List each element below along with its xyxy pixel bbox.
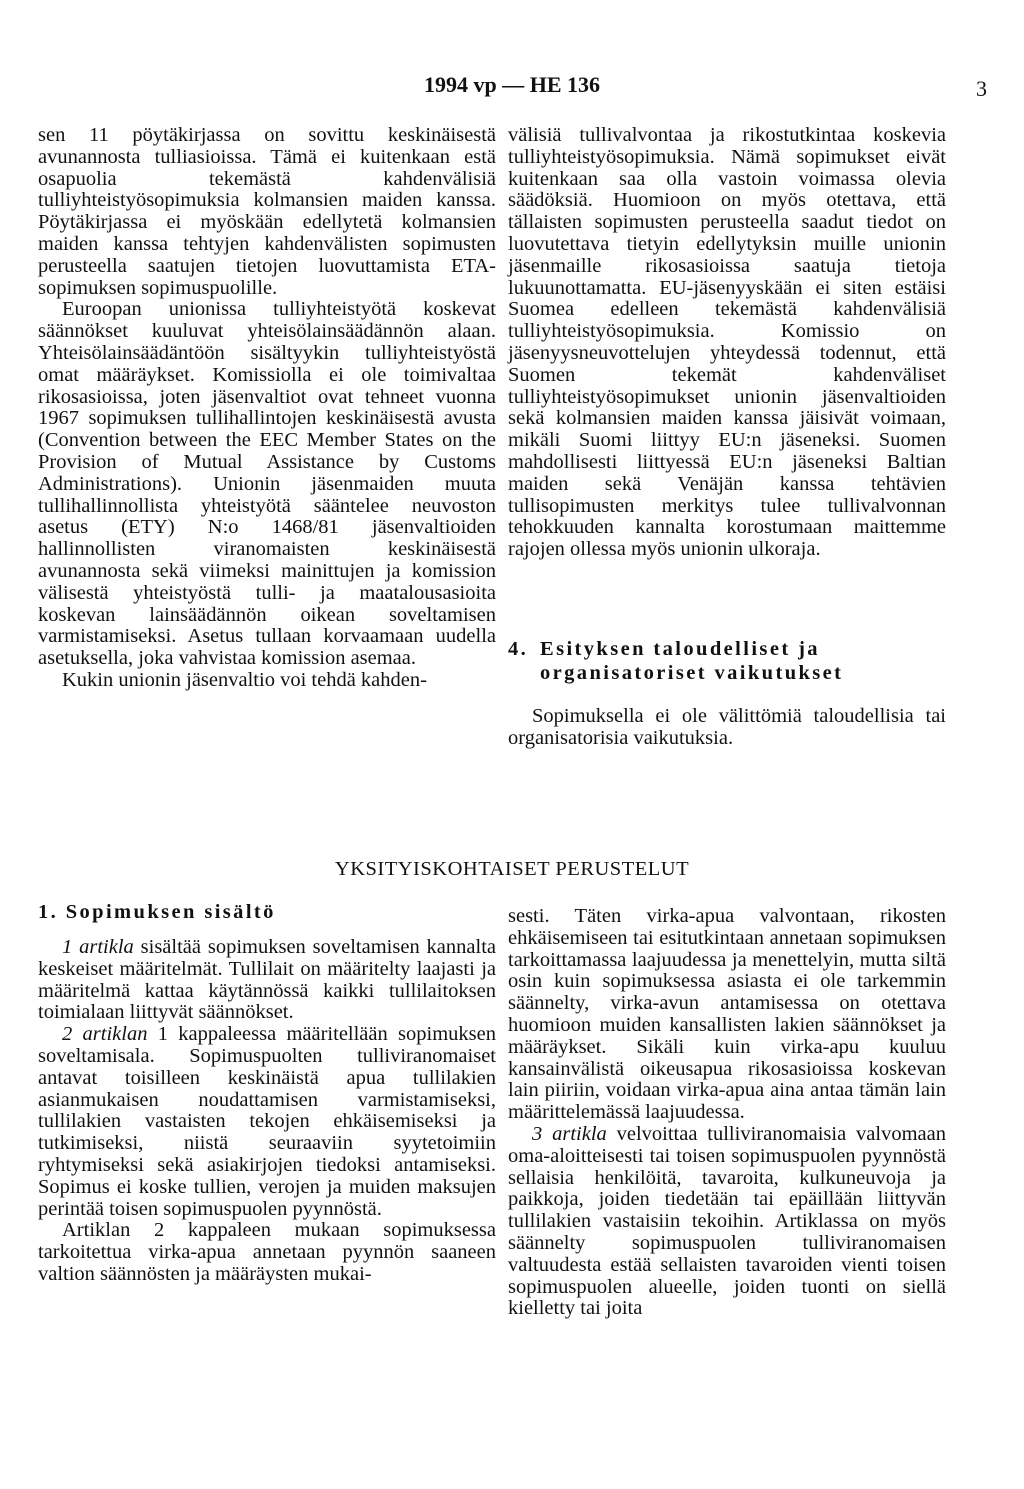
article-ref: 3 artikla <box>532 1122 607 1145</box>
section-4-heading: Esityksen taloudelliset ja organisatoriset vaikutukset <box>540 638 844 684</box>
right-column-top <box>508 125 946 561</box>
paragraph: sen 11 pöytäkirjassa on sovittu keskinäisestä avunannosta tulliasioissa. Tämä ei kuitenkaan estä osapuolia tekemästä kahdenvälisiä tulliyhteistyösopimuksia kolmansien maiden kanssa. Pöytäkirjassa ei myöskään edellytetä kolmansien maiden kanssa tehtyjen kahdenvälisten sopimusten perusteella saatujen tietojen luovuttamista ETA-sopimuksen sopimuspuolille. <box>38 124 496 299</box>
page-header: 1994 vp — HE 136 <box>423 72 601 97</box>
paragraph: sesti. Täten virka-apua valvontaan, rikosten ehkäisemiseen tai esitutkintaan annetaan sopimuksen tarkoittamassa laajuudessa ja menettelyin, mutta siltä osin kuin sopimuksessa asiasta ei ole tarkemmin säännelty, virka-avun antamisessa on otettava huomioon muiden kansallisten lakien säännökset ja määräykset. Sikäli kuin virka-apu kuuluu kansainvälistä oikeusapua rikosasioissa koskevan lain piiriin, voidaan virka-apua aina antaa tämän lain määrittelemässä laajuudessa. <box>508 905 946 1124</box>
page-number: 3 <box>976 76 987 101</box>
paragraph-text: velvoittaa tulliviranomaisia valvomaan oma-aloitteisesti tai toisen sopimuspuolen pyynnöstä sellaisia henkilöitä, tavaroita, kulkuneuvoja ja paikkoja, joiden tiedetään tai epäillään liittyvän tullilakien vastaisiin tekoihin. Artiklassa on myös säännelty sopimuspuolen tulliviranomaisen valtuudesta estää sellaisten tavaroiden vienti toisen sopimuspuolen alueelle, joiden tuonti on siellä kielletty tai joita <box>508 1122 946 1320</box>
paragraph: Artiklan 2 kappaleen mukaan sopimuksessa tarkoitettua virka-apua annetaan pyynnön saaneen valtion säännösten ja määräysten mukai- <box>38 1219 496 1285</box>
left-column-bottom <box>38 937 496 1286</box>
paragraph: Kukin unionin jäsenvaltio voi tehdä kahden- <box>62 668 427 691</box>
paragraph <box>508 1124 946 1320</box>
paragraph-text: 1 kappaleessa määritellään sopimuksen soveltamisala. Sopimuspuolten tulliviranomaiset antavat toisilleen keskinäistä apua tullilakien asianmukaisen noudattamisen varmistamiseksi, tullilakien vastaisten tekojen ehkäisemiseksi ja tutkimiseksi, niistä seuraaviin syytetoimiin ryhtymiseksi sekä asiakirjojen tiedoksi antamiseksi. Sopimus ei koske tullien, verojen ja muiden maksujen perintää toisen sopimuspuolen pyynnöstä. <box>38 1023 496 1220</box>
right-column-bottom <box>508 906 946 1320</box>
paragraph <box>38 937 496 1024</box>
section-4-body <box>508 706 946 750</box>
article-ref: 1 artikla <box>62 936 134 958</box>
left-column-top <box>38 125 496 692</box>
paragraph <box>38 1024 496 1220</box>
section-4-number: 4. <box>508 638 529 660</box>
paragraph: Euroopan unionissa tulliyhteistyötä koskevat säännökset kuuluvat yhteisölainsäädännön alaan. Yhteisölainsäädäntöön sisältyykin tulliyhteistyöstä omat määräykset. Komissiolla ei ole toimivaltaa rikosasioissa, joten jäsenvaltiot ovat tehneet vuonna 1967 sopimuksen tullihallintojen keskinäisestä avusta (Convention between the EEC Member States on the Provision of Mutual Assistance by Customs Administrations). Unionin jäsenmaiden muuta tullihallinnollista yhteistyötä sääntelee neuvoston asetus (ETY) N:o 1468/81 jäsenvaltioiden hallinnollisten viranomaisten keskinäisestä avunannosta sekä viimeksi mainittujen ja komission välisestä yhteistyöstä tulli- ja maatalousasioita koskevan lainsäädännön oikean soveltamisen varmistamiseksi. Asetus tullaan korvaamaan uudella asetuksella, joka vahvistaa komission asemaa. <box>38 298 496 670</box>
paragraph: välisiä tullivalvontaa ja rikostutkintaa koskevia tulliyhteistyösopimuksia. Nämä sopimukset eivät kuitenkaan saa olla vastoin voimassa olevia säädöksiä. Huomioon on myös otettava, että tällaisten sopimusten perusteella saadut tiedot on luovutettava tietyin edellytyksin muille unionin jäsenmaille rikosasioissa saatuja tietoja lukuunottamatta. EU-jäsenyyskään ei siten estäisi Suomea edelleen tekemästä kahdenvälisiä tulliyhteistyösopimuksia. Komissio on jäsenyysneuvottelujen yhteydessä todennut, että Suomen tekemät kahdenväliset tulliyhteistyösopimukset unionin jäsenvaltioiden sekä kolmansien maiden kanssa jäisivät voimaan, mikäli Suomi liittyy EU:n jäseneksi. Suomen mahdollisesti liittyessä EU:n jäseneksi Baltian maiden sekä Venäjän kanssa tehtävien tullisopimusten merkitys tulee tullivalvonnan tehokkuuden kannalta korostumaan maittemme rajojen ollessa myös unionin ulkoraja. <box>508 124 946 561</box>
detail-title: YKSITYISKOHTAISET PERUSTELUT <box>334 858 690 880</box>
paragraph: Sopimuksella ei ole välittömiä taloudellisia tai organisatorisia vaikutuksia. <box>508 705 946 749</box>
article-ref: 2 artiklan <box>62 1023 148 1046</box>
paragraph-text: sisältää sopimuksen soveltamisen kannalta keskeiset määritelmät. Tullilait on määritelty laajasti ja määritelmä kattaa käytännössä kaikki tullilaitoksen toimialaan liittyvät säännökset. <box>38 936 496 1024</box>
section-1-heading: 1. Sopimuksen sisältö <box>38 901 276 923</box>
